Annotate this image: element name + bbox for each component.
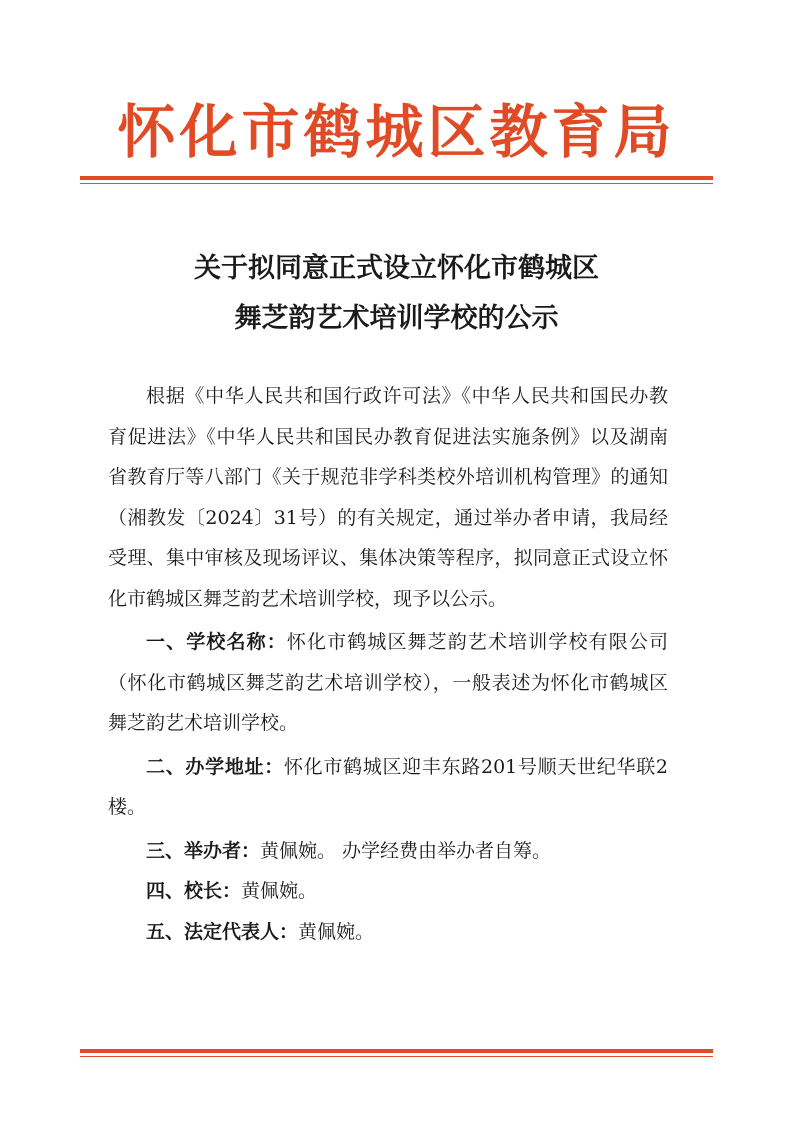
- item-school-address: [108, 747, 668, 828]
- item-label: 二、办学地址：: [146, 755, 284, 778]
- item-school-name: [108, 622, 668, 744]
- notice-title: [80, 244, 713, 344]
- red-rule-thin: [80, 183, 713, 184]
- notice-title-line-1: 关于拟同意正式设立怀化市鹤城区: [194, 253, 599, 284]
- item-text: 黄佩婉。 办学经费由举办者自筹。: [260, 839, 552, 862]
- item-label: 五、法定代表人：: [146, 920, 299, 943]
- footer-red-rule: [80, 1049, 713, 1057]
- item-label: 一、学校名称：: [146, 631, 287, 653]
- item-text: 怀化市鹤城区舞芝韵艺术培训学校有限公司（怀化市鹤城区舞芝韵艺术培训学校），一般表述为怀化市鹤城区舞芝韵艺术培训学校。: [108, 631, 668, 734]
- item-sponsor: [108, 831, 668, 872]
- item-legal-representative: [108, 912, 668, 953]
- masthead-red-rule: [80, 176, 713, 184]
- item-label: 四、校长：: [146, 880, 242, 902]
- notice-title-line-2: 舞芝韵艺术培训学校的公示: [234, 303, 559, 334]
- item-text: 黄佩婉。: [298, 920, 375, 943]
- masthead-title: 怀化市鹤城区教育局: [117, 98, 676, 166]
- item-text: 黄佩婉。: [241, 880, 318, 902]
- notice-body: [108, 376, 668, 952]
- item-principal: [108, 871, 668, 912]
- item-text: 怀化市鹤城区迎丰东路201号顺天世纪华联2楼。: [108, 755, 668, 818]
- red-rule-thick: [80, 176, 713, 180]
- intro-paragraph: 根据《中华人民共和国行政许可法》《中华人民共和国民办教育促进法》《中华人民共和国民办教育促进法实施条例》以及湖南省教育厅等八部门《关于规范非学科类校外培训机构管理》的通知（湘教发〔2024〕31号）的有关规定，通过举办者申请，我局经受理、集中审核及现场评议、集体决策等程序，拟同意正式设立怀化市鹤城区舞芝韵艺术培训学校，现予以公示。: [108, 385, 668, 610]
- red-rule-thick: [80, 1049, 713, 1053]
- item-label: 三、举办者：: [146, 839, 261, 862]
- red-rule-thin: [80, 1056, 713, 1057]
